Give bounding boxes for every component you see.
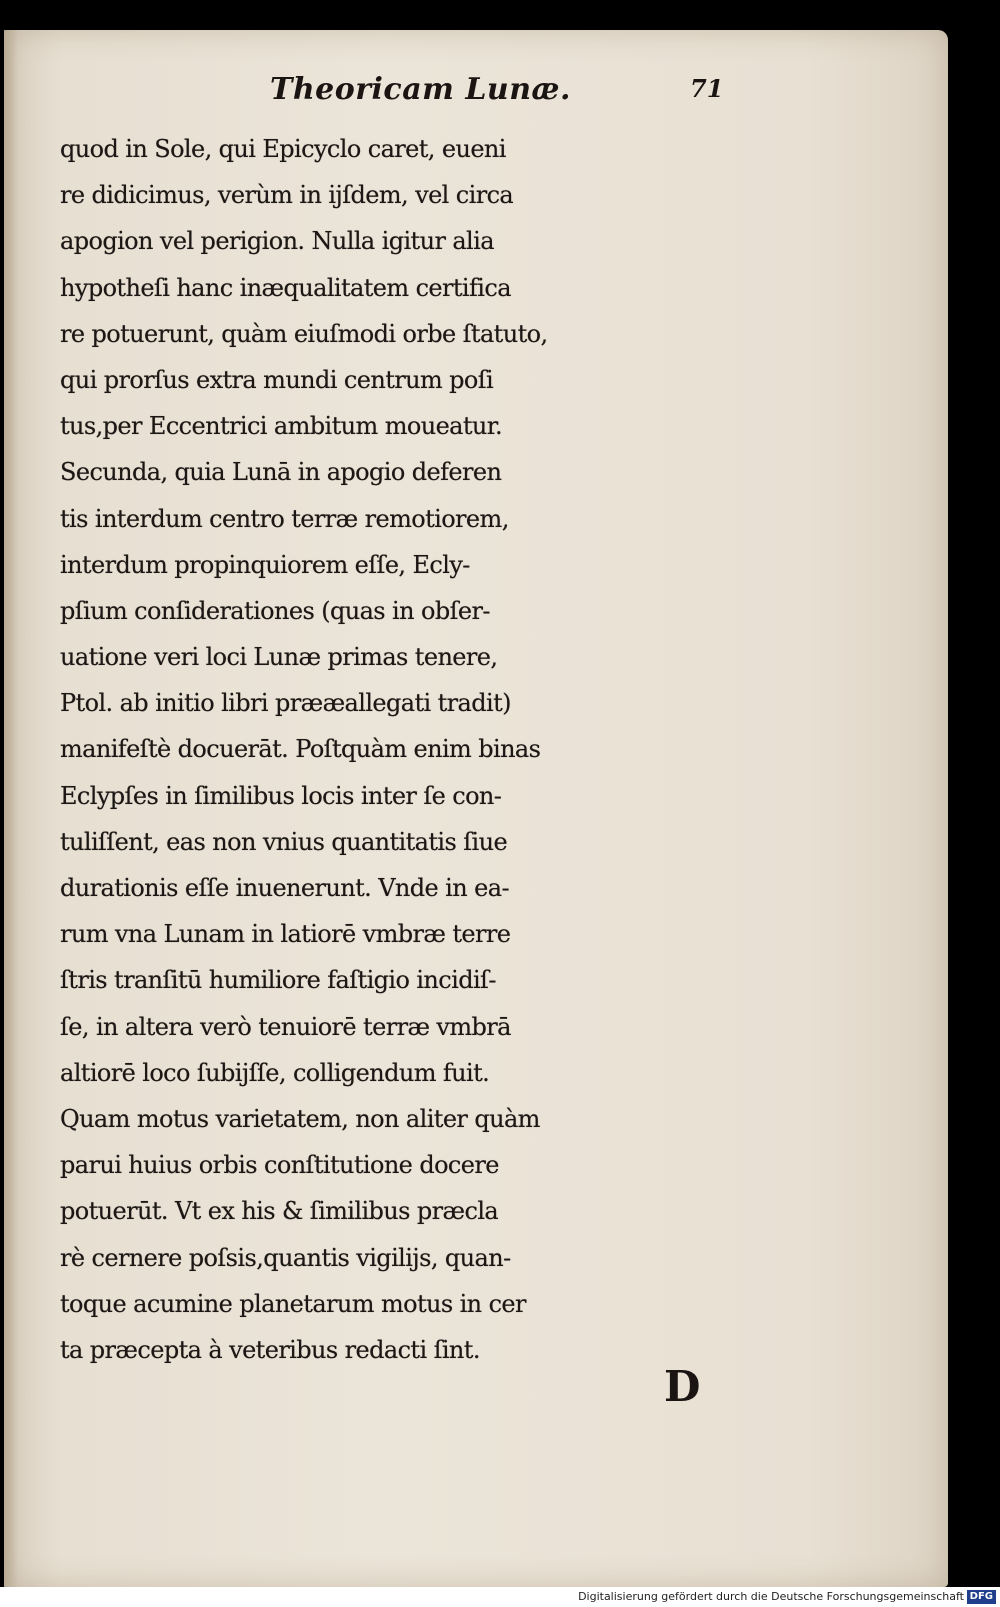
page-number: 71: [690, 74, 724, 103]
book-page: [4, 30, 948, 1587]
text-line: apogion vel perigion. Nulla igitur alia: [60, 227, 494, 256]
signature-mark: D: [664, 1362, 701, 1411]
page-header: [4, 72, 948, 122]
text-line: rum vna Lunam in latiorē vmbræ terre: [60, 920, 511, 949]
text-line: durationis eſſe inuenerunt. Vnde in ea-: [60, 874, 509, 902]
text-line: rè cernere poſsis,quantis vigilijs, quan-: [60, 1243, 511, 1272]
text-line: toque acumine planetarum motus in cer: [60, 1289, 526, 1318]
dfg-logo: DFG: [967, 1590, 996, 1604]
text-line: tis interdum centro terræ remotiorem,: [60, 504, 509, 533]
text-line: re didicimus, verùm in ijſdem, vel circa: [60, 181, 514, 210]
digitization-footer: [0, 1587, 1000, 1607]
text-line: qui prorſus extra mundi centrum poſi: [60, 365, 494, 394]
text-line: tuliſſent, eas non vnius quantitatis ſiue: [60, 827, 508, 856]
text-line: uatione veri loci Lunæ primas tenere,: [60, 643, 498, 672]
text-line: Eclypſes in ſimilibus locis inter ſe con-: [60, 781, 502, 810]
text-line: manifeſtè docuerāt. Poſtquàm enim binas: [60, 735, 541, 764]
text-line: Secunda, quia Lunā in apogio deferen: [60, 458, 502, 487]
text-line: tus,per Eccentrici ambitum moueatur.: [60, 412, 503, 441]
text-line: interdum propinquiorem eſſe, Ecly-: [60, 550, 470, 579]
running-head: Theoricam Lunæ.: [270, 72, 571, 107]
text-line: altiorē loco ſubijſſe, colligendum fuit.: [60, 1058, 490, 1087]
funding-credit: Digitalisierung gefördert durch die Deutsche Forschungsgemeinschaft: [578, 1590, 964, 1603]
text-line: potuerūt. Vt ex his & ſimilibus præcla: [60, 1197, 499, 1226]
body-text: [60, 126, 760, 1373]
text-line: pſium conſiderationes (quas in obſer-: [60, 596, 490, 625]
text-line: ta præcepta à veteribus redacti ſint.: [60, 1335, 480, 1364]
text-line: parui huius orbis conſtitutione docere: [60, 1151, 499, 1180]
text-line: ſe, in altera verò tenuiorē terræ vmbrā: [60, 1012, 511, 1041]
text-line: quod in Sole, qui Epicyclo caret, eueni: [60, 135, 506, 163]
text-line: hypotheſi hanc inæqualitatem certifica: [60, 273, 511, 302]
text-line: Quam motus varietatem, non aliter quàm: [60, 1104, 540, 1133]
text-line: Ptol. ab initio libri prææallegati tradit): [60, 689, 511, 718]
page-gutter-shadow: [4, 30, 18, 1587]
text-line: ſtris tranſitū humiliore faſtigio incidiſ-: [60, 966, 496, 995]
text-line: re potuerunt, quàm eiuſmodi orbe ſtatuto,: [60, 319, 548, 348]
